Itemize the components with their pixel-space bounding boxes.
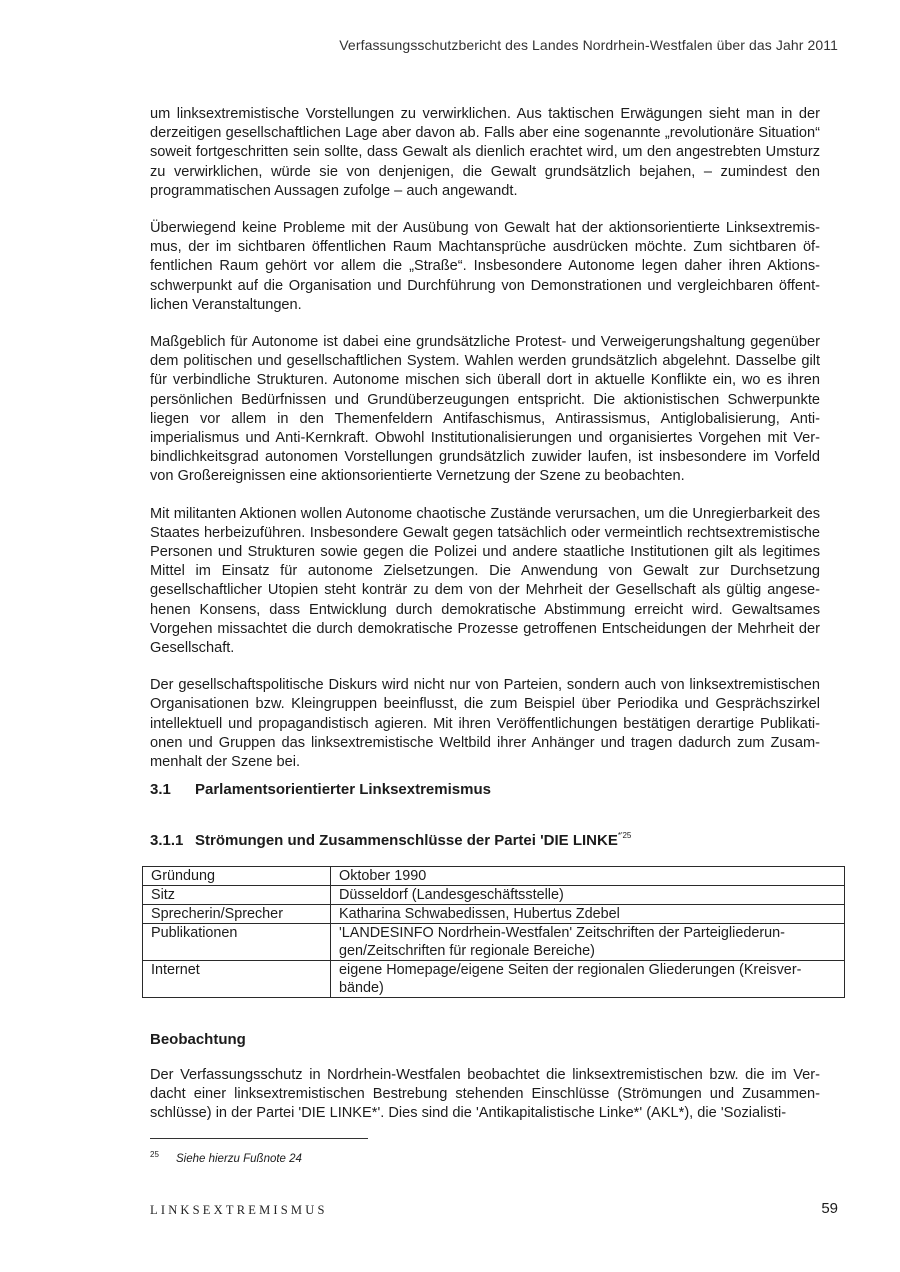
table-row bbox=[143, 867, 845, 886]
table-row bbox=[143, 961, 845, 998]
table-value-cell: Düsseldorf (Landesgeschäftsstelle) bbox=[331, 886, 845, 905]
party-marker: *' bbox=[617, 831, 623, 840]
party-info-table bbox=[142, 866, 845, 998]
footnote-reference: 25 bbox=[622, 831, 632, 840]
section-number: 3.1 bbox=[150, 781, 171, 798]
subsection-heading bbox=[150, 831, 631, 849]
table-value-cell: 'LANDESINFO Nordrhein-Westfalen' Zeitschriften der Parteigliederungen/Zeitschriften für regionale Bereiche) bbox=[331, 924, 845, 961]
table-row bbox=[143, 924, 845, 961]
table-key-cell: Sprecherin/Sprecher bbox=[143, 905, 331, 924]
footnote-divider bbox=[150, 1138, 368, 1139]
page-number: 59 bbox=[821, 1200, 838, 1217]
paragraph: Mit militanten Aktionen wollen Autonome chaotische Zustände verursachen, um die Unregierbarkeit des Staates herbeizuführen. Insbesondere Gewalt gegen tatsächlich oder vermeintlich rechtsextremistische Personen und Strukturen sowie gegen die Polizei und andere staatliche Institutionen gilt als legitimes Mittel im Einsatz für autonome Zielsetzungen. Die Anwendung von Gewalt zur Durchsetzung gesellschaftlicher Utopien steht konträr zu dem von der Mehrheit der Gesellschaft als gültig angesehenen Konsens, dass Entwicklung durch demokratische Abstimmung erreicht wird. Gewaltsames Vorgehen missachtet die durch demokratische Prozesse getroffenen Entscheidungen der Mehrheit der Gesellschaft. bbox=[150, 505, 820, 657]
observation-text bbox=[150, 1066, 820, 1124]
paragraph: Der gesellschaftspolitische Diskurs wird nicht nur von Parteien, sondern auch von linksextremistischen Organisationen bzw. Kleingruppen beeinflusst, die zum Beispiel über Periodika und Gesprächszirkel intellektuell und propagandistisch agieren. Mit ihren Veröffentlichungen bestätigen derartige Publikationen und Gruppen das linksextremistische Weltbild ihrer Anhänger und tragen dadurch zum Zusammenhalt der Szene bei. bbox=[150, 677, 820, 771]
table-value-cell: eigene Homepage/eigene Seiten der regionalen Gliederungen (Kreisverbände) bbox=[331, 961, 845, 998]
paragraph: um linksextremistische Vorstellungen zu verwirklichen. Aus taktischen Erwägungen sieht man in der derzeitigen gesellschaftlichen Lage aber davon ab. Falls aber eine sogenannte „revolutionäre Situation“ soweit fortgeschritten sein sollte, dass Gewalt als dienlich erachtet wird, um den angestrebten Umsturz zu verwirklichen, würde sie von denjenigen, die Gewalt grundsätzlich bejahen, – zumindest den programmatischen Aussagen zufolge – auch angewandt. bbox=[150, 106, 820, 199]
footnote-number: 25 bbox=[150, 1150, 159, 1159]
section-title: Parlamentsorientierter Linksextremismus bbox=[195, 781, 491, 798]
section-heading bbox=[150, 781, 491, 798]
subsection-title: Strömungen und Zusammenschlüsse der Partei 'DIE LINKE bbox=[195, 832, 618, 849]
paragraph: Überwiegend keine Probleme mit der Ausübung von Gewalt hat der aktionsorientierte Linksextremismus, der im sichtbaren öffentlichen Raum Machtansprüche ausdrücken möchte. Zum sichtbaren öffentlichen Raum gehört vor allem die „Straße“. Insbesondere Autonome legen daher ihren Aktionsschwerpunkt auf die Organisation und Durchführung von Demonstrationen und vergleichbaren öffentlichen Veranstaltungen. bbox=[150, 220, 820, 313]
subsection-number: 3.1.1 bbox=[150, 832, 184, 849]
paragraph: Maßgeblich für Autonome ist dabei eine grundsätzliche Protest- und Verweigerungshaltung gegenüber dem politischen und gesellschaftlichen System. Wahlen werden grundsätzlich abgelehnt. Dasselbe gilt für verbindliche Strukturen. Autonome mischen sich überall dort in aktuelle Konflikte ein, wo es ihren persönlichen Bedürfnissen und Grundüberzeugungen entspricht. Die aktionistischen Schwerpunkte liegen vor allem in den Themenfeldern Antifaschismus, Antirassismus, Antiglobalisierung, Antiimperialismus und Anti-Kernkraft. Obwohl Institutionalisierungen und organisiertes Vorgehen mit Verbindlichkeitsgrad autonomen Vorstellungen grundsätzlich zuwider laufen, ist insbesondere im Vorfeld von Großereignissen eine aktionsorientierte Vernetzung der Szene zu beobachten. bbox=[150, 334, 820, 485]
footnote bbox=[150, 1150, 302, 1165]
table-key-cell: Gründung bbox=[143, 867, 331, 886]
table-key-cell: Publikationen bbox=[143, 924, 331, 961]
table-value-cell: Katharina Schwabedissen, Hubertus Zdebel bbox=[331, 905, 845, 924]
table-row bbox=[143, 905, 845, 924]
table-key-cell: Internet bbox=[143, 961, 331, 998]
table-row bbox=[143, 886, 845, 905]
paragraph: Der Verfassungsschutz in Nordrhein-Westfalen beobachtet die linksextremistischen bzw. die im Verdacht einer linksextremistischen Bestrebung stehenden Einschlüsse (Strömungen und Zusammenschlüsse) in der Partei 'DIE LINKE*'. Dies sind die 'Antikapitalistische Linke*' (AKL*), die 'Sozialisti- bbox=[150, 1067, 820, 1122]
table-value-cell: Oktober 1990 bbox=[331, 867, 845, 886]
table-key-cell: Sitz bbox=[143, 886, 331, 905]
running-header: Verfassungsschutzbericht des Landes Nordrhein-Westfalen über das Jahr 2011 bbox=[339, 37, 838, 53]
body-text bbox=[150, 105, 820, 790]
footer-section-label: LINKSEXTREMISMUS bbox=[150, 1203, 328, 1217]
observation-heading: Beobachtung bbox=[150, 1031, 246, 1048]
footnote-text: Siehe hierzu Fußnote 24 bbox=[176, 1153, 302, 1165]
